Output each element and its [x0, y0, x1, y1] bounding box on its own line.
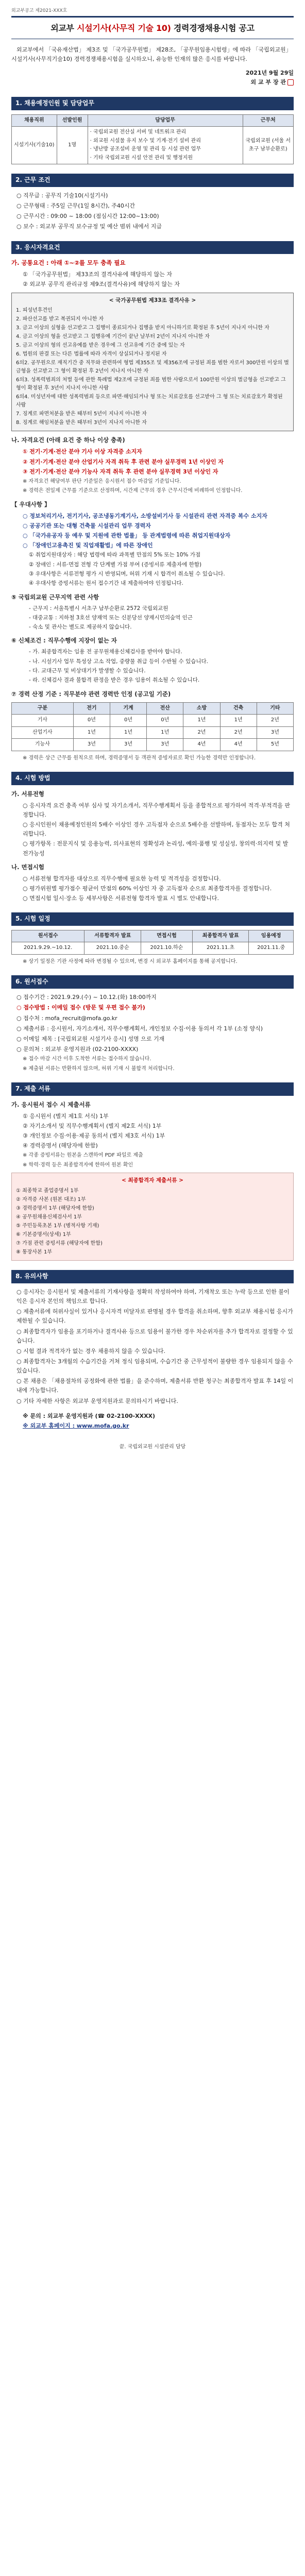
cell: 1년: [183, 715, 220, 727]
pref-item: ○ 「장애인고용촉진 및 직업재활법」에 따른 장애인: [23, 542, 153, 549]
fitness-item: - 다. 교대근무 및 비상대기가 발생할 수 있습니다.: [29, 668, 146, 674]
doc-note: ※ 각종 증빙서류는 원본을 스캔하여 PDF 파일로 제출: [23, 1153, 143, 1159]
career-col: 소방: [183, 702, 220, 715]
title-type: 경력경쟁채용시험 공고: [173, 23, 255, 33]
recruit-col: 선발인원: [57, 114, 88, 127]
duty-line: · 기타 국립외교원 시설 안전 관리 및 행정지원: [90, 155, 193, 161]
apply-note: ※ 접수 마감 시간 이후 도착한 서류는 접수하지 않습니다.: [23, 1056, 151, 1062]
apply-item: ○ 문의처 : 외교부 운영지원과 (02-2100-XXXX): [16, 1045, 139, 1053]
career-col: 구분: [12, 702, 74, 715]
document-footer: 끝. 국립외교원 시설관리 담당: [119, 1444, 186, 1450]
fitness-heading: ⑥ 신체조건 : 직무수행에 지장이 없는 자: [11, 637, 117, 645]
qual-note: ※ 자격요건 해당여부 판단 기준일은 응시원서 접수 마감일 기준입니다.: [23, 478, 181, 484]
table-row: [12, 942, 294, 955]
recruit-place: 국립외교원 (서울 서초구 남부순환로): [243, 127, 293, 164]
apply-item: ○ 접수방법 : 이메일 접수 (방문 및 우편 접수 불가): [16, 1004, 145, 1011]
caution-item: ○ 응시자는 응시원서 및 제출서류의 기재사항을 정확히 작성하여야 하며, 기재착오 또는 누락 등으로 인한 불이익은 응시자 본인의 책임으로 합니다.: [16, 1289, 290, 1305]
cell: 2년: [183, 726, 220, 739]
final-docs-box: [11, 1173, 294, 1261]
area-heading: ⑤ 국립외교원 근무지역 관련 사항: [11, 593, 99, 601]
schedule-table: [11, 930, 294, 955]
caution-item: ○ 제출서류에 허위사실이 있거나 응시자격 미달자로 판명될 경우 합격을 취소하며, 향후 외교부 채용시험 응시가 제한될 수 있습니다.: [16, 1308, 293, 1325]
qual-item: ③ 전기·기계·전산 분야 기능사 자격 취득 후 관련 분야 실무경력 3년 이상인 자: [23, 468, 218, 475]
area-item: - 근무지 : 서울특별시 서초구 남부순환로 2572 국립외교원: [29, 605, 168, 612]
career-table: [11, 702, 294, 751]
cell: 1년: [220, 715, 257, 727]
recruit-duties: [88, 127, 243, 164]
section-1-heading: 1. 채용예정인원 및 담당업무: [11, 97, 294, 110]
pref-note: ③ 우대사항은 서류전형 평가 시 반영되며, 허위 기재 시 합격이 취소될 수 있습니다.: [29, 570, 225, 577]
pref-heading: 【 우대사항 】: [11, 500, 50, 508]
box-line: 3. 금고 이상의 실형을 선고받고 그 집행이 종료되거나 집행을 받지 아니하기로 확정된 후 5년이 지나지 아니한 자: [16, 325, 269, 331]
section-3-heading: 3. 응시자격요건: [11, 241, 294, 255]
title-org: 외교부: [50, 23, 74, 33]
page-title: [11, 22, 294, 35]
section-2-heading: 2. 근무 조건: [11, 174, 294, 187]
exam-item: ○ 서류전형 합격자를 대상으로 직무수행에 필요한 능력 및 적격성을 검정합니다.: [23, 875, 221, 882]
recruit-table: [11, 114, 294, 165]
announce-date: 2021년 9월 29일: [245, 69, 294, 76]
condition-item: ○ 보수 : 외교부 공무직 보수규정 및 예산 범위 내에서 지급: [16, 223, 162, 230]
box-line: 6의4. 미성년자에 대한 성폭력범죄 등으로 파면·해임되거나 형 또는 치료감호를 선고받아 그 형 또는 치료감호가 확정된 사람: [16, 394, 283, 409]
pref-note: ② 장애인 : 서류·면접 전형 각 단계별 가점 부여 (증빙서류 제출자에 한함): [29, 561, 202, 568]
box-line: ② 자격증 사본 (원본 대조) 1부: [16, 1197, 86, 1203]
career-col: 기계: [110, 702, 146, 715]
req-item: ② 외교부 공무직 관리규정 제9조(결격사유)에 해당하지 않는 자: [23, 281, 180, 288]
schedule-note: ※ 상기 일정은 기관 사정에 따라 변경될 수 있으며, 변경 시 외교부 홈페이지를 통해 공지합니다.: [23, 958, 238, 964]
career-col: 건축: [220, 702, 257, 715]
exam-item: ○ 응시인원이 채용예정인원의 5배수 이상인 경우 고득점자 순으로 5배수를 선발하며, 동점자는 모두 합격 처리합니다.: [23, 821, 290, 838]
caution-item: ○ 최종합격자가 임용을 포기하거나 결격사유 등으로 임용이 불가한 경우 차순위자를 추가 합격자로 결정할 수 있습니다.: [16, 1328, 293, 1344]
title-box: [11, 16, 294, 39]
intro-text: 외교부에서 「국유재산법」 제3조 및 「국가공무원법」 제28조, 「공무원임용시험령」에 따라 「국립외교원」 시설기사(사무직기술10) 경력경쟁채용시험을 실시하오니, 유능한 인재의 많은 응시를 바랍니다.: [11, 46, 292, 63]
fitness-item: - 라. 신체검사 결과 불합격 판정을 받은 경우 임용이 취소될 수 있습니다.: [29, 677, 200, 684]
box-line: 5. 금고 이상의 형의 선고유예를 받은 경우에 그 선고유예 기간 중에 있는 자: [16, 343, 185, 349]
schedule-col: 임용예정: [249, 930, 294, 942]
fitness-item: - 나. 시설기사 업무 특성상 고소 작업, 중량물 취급 등이 수반될 수 있습니다.: [29, 658, 208, 665]
box-line: 6. 법원의 판결 또는 다른 법률에 따라 자격이 상실되거나 정지된 자: [16, 351, 167, 358]
career-table-heading: ⑦ 경력 산정 기준 : 직무분야 관련 경력만 인정 (공고일 기준): [11, 690, 171, 698]
caution-item: ○ 본 채용은 「채용절차의 공정화에 관한 법률」을 준수하며, 제출서류 반환 청구는 최종합격자 발표 후 14일 이내에 가능합니다.: [16, 1378, 294, 1394]
cell: 4년: [183, 739, 220, 751]
cell: 4년: [220, 739, 257, 751]
exam-item: ○ 면접시험 일시·장소 등 세부사항은 서류전형 합격자 발표 시 별도 안내합니다.: [23, 895, 219, 902]
section-5-heading: 5. 시험 일정: [11, 912, 294, 926]
exam-item: ○ 응시자격 요건 충족 여부 심사 및 자기소개서, 직무수행계획서 등을 종합적으로 평가하여 적격·부적격을 판정합니다.: [23, 802, 290, 819]
box-line: 1. 피성년후견인: [16, 308, 53, 314]
duty-line: · 외교원 시설물 유지 보수 및 기계·전기 설비 관리: [90, 138, 201, 144]
cell: 3년: [257, 726, 293, 739]
schedule-col: 서류합격자 발표: [84, 930, 141, 942]
doc-item: ② 자기소개서 및 직무수행계획서 (별지 제2호 서식) 1부: [23, 1123, 162, 1129]
s7-subhead: 가. 응시원서 접수 시 제출서류: [11, 1100, 91, 1108]
cell: 2021.10.중순: [84, 942, 141, 955]
seal-icon: [287, 79, 294, 86]
apply-item: ○ 제출서류 : 응시원서, 자기소개서, 직무수행계획서, 개인정보 수집·이용 동의서 각 1부 (소정 양식): [16, 1025, 263, 1032]
pref-item: ○ 정보처리기사, 전기기사, 공조냉동기계기사, 소방설비기사 등 시설관리 관련 자격증 복수 소지자: [23, 512, 267, 519]
pref-note: ④ 우대사항 증빙서류는 원서 접수기간 내 제출하여야 인정됩니다.: [29, 580, 183, 587]
cell: 기능사: [12, 739, 74, 751]
career-table-note: ※ 경력은 상근 근무를 원칙으로 하며, 경력증명서 등 객관적 증빙자료로 확인 가능한 경력만 인정합니다.: [23, 755, 256, 761]
schedule-col: 면접시험: [141, 930, 193, 942]
pref-note: ① 취업지원대상자 : 해당 법령에 따라 과목별 만점의 5% 또는 10% 가점: [29, 552, 201, 558]
section-7-heading: 7. 제출 서류: [11, 1082, 294, 1096]
cell: 5년: [257, 739, 293, 751]
section-6-heading: 6. 원서접수: [11, 975, 294, 989]
cell: 2021.10.하순: [141, 942, 193, 955]
duty-line: · 냉난방 공조설비 운영 및 관리 등 시설 관련 업무: [90, 146, 201, 152]
req-item: ① 「국가공무원법」 제33조의 결격사유에 해당하지 않는 자: [23, 271, 172, 278]
cell: 1년: [147, 726, 183, 739]
recruit-position: 시설기사(기술10): [12, 127, 57, 164]
cell: 기사: [12, 715, 74, 727]
condition-item: ○ 근무형태 : 주5일 근무(1일 8시간), 주40시간: [16, 202, 135, 210]
box-line: 2. 파산선고를 받고 복권되지 아니한 자: [16, 316, 104, 323]
box-line: ① 최종학교 졸업증명서 1부: [16, 1188, 79, 1194]
s4-a-heading: 가. 서류전형: [11, 790, 44, 798]
area-item: - 대중교통 : 지하철 3호선 양재역 또는 신분당선 양재시민의숲역 인근: [29, 614, 193, 621]
title-position: 시설기사(사무직 기술 10): [76, 23, 171, 33]
condition-item: ○ 근무시간 : 09:00 ~ 18:00 (점심시간 12:00~13:00): [16, 213, 159, 220]
s3-subhead: 가. 공통요건 : 아래 ①~②를 모두 충족 필요: [11, 259, 126, 267]
table-row: [12, 726, 294, 739]
box-line: ⑥ 기본증명서(상세) 1부: [16, 1232, 71, 1238]
pref-item: ○ 「국가유공자 등 예우 및 지원에 관한 법률」 등 관계법령에 따른 취업지원대상자: [23, 532, 231, 539]
exam-item: ○ 평가위원별 평가점수 평균이 만점의 60% 이상인 자 중 고득점자 순으로 최종합격자를 결정합니다.: [23, 885, 272, 892]
apply-note: ※ 제출된 서류는 반환하지 않으며, 허위 기재 시 불합격 처리합니다.: [23, 1065, 175, 1072]
schedule-col: 원서접수: [12, 930, 84, 942]
s3-subhead-2: 나. 자격요건 (아래 요건 중 하나 이상 충족): [11, 436, 125, 444]
career-col: 전산: [147, 702, 183, 715]
exam-item: ○ 평가항목 : 전문지식 및 응용능력, 의사표현의 정확성과 논리성, 예의·품행 및 성실성, 창의력·의지력 및 발전가능성: [23, 840, 289, 857]
doc-item: ① 응시원서 (별지 제1호 서식) 1부: [23, 1112, 109, 1120]
homepage-link[interactable]: ※ 외교부 홈페이지 : www.mofa.go.kr: [23, 1422, 129, 1429]
cell: 2년: [257, 715, 293, 727]
cell: 0년: [73, 715, 110, 727]
caution-item: ○ 최종합격자는 3개월의 수습기간을 거쳐 정식 임용되며, 수습기간 중 근무성적이 불량한 경우 임용되지 않을 수 있습니다.: [16, 1358, 293, 1375]
recruit-col: 근무처: [243, 114, 293, 127]
cell: 2021.9.29.~10.12.: [12, 942, 84, 955]
career-col: 기타: [257, 702, 293, 715]
box-line: 6의2. 공무원으로 재직기간 중 직무와 관련하여 형법 제355조 및 제356조에 규정된 죄를 범한 자로서 300만원 이상의 벌금형을 선고받고 그 형이 확정된 후 2년이 지나지 아니한 자: [16, 360, 289, 375]
apply-item: ○ 이메일 제목 : [국립외교원 시설기사 응시] 성명 으로 기재: [16, 1035, 165, 1042]
box-line: 6의3. 성폭력범죄의 처벌 등에 관한 특례법 제2조에 규정된 죄를 범한 사람으로서 100만원 이상의 벌금형을 선고받고 그 형이 확정된 후 3년이 지나지 아니한 사람: [16, 377, 286, 392]
qual-note: ※ 경력은 전일제 근무를 기준으로 산정하며, 시간제 근무의 경우 근무시간에 비례하여 인정합니다.: [23, 488, 243, 494]
disqualification-box: [11, 293, 294, 432]
career-col: 전기: [73, 702, 110, 715]
box-line: ⑤ 주민등록초본 1부 (병적사항 기재): [16, 1223, 99, 1229]
area-item: - 숙소 및 관사는 별도로 제공하지 않습니다.: [29, 624, 132, 631]
announce-org: 외 교 부 장 관: [11, 78, 294, 88]
section-8-heading: 8. 유의사항: [11, 1270, 294, 1283]
condition-item: ○ 직무급 : 공무직 기술10(시설기사): [16, 192, 108, 199]
qual-item: ① 전기·기계·전산 분야 기사 이상 자격증 소지자: [23, 448, 142, 455]
doc-note: ※ 학력·경력 등은 최종합격자에 한하여 원본 확인: [23, 1162, 133, 1168]
schedule-col: 최종합격자 발표: [192, 930, 249, 942]
recruit-count: 1명: [57, 127, 88, 164]
doc-item: ④ 경력증명서 (해당자에 한함): [23, 1142, 98, 1149]
date-org: [11, 69, 294, 88]
box-line: ③ 경력증명서 1부 (해당자에 한함): [16, 1206, 94, 1212]
caution-item: ○ 시험 결과 적격자가 없는 경우 채용하지 않을 수 있습니다.: [16, 1347, 165, 1354]
recruit-col: 담당업무: [88, 114, 243, 127]
cell: 2021.11.초: [192, 942, 249, 955]
s4-b-heading: 나. 면접시험: [11, 863, 44, 871]
doc-item: ③ 개인정보 수집·이용·제공 동의서 (별지 제3호 서식) 1부: [23, 1132, 165, 1140]
box-line: ⑧ 통장사본 1부: [16, 1249, 52, 1256]
cell: 1년: [110, 726, 146, 739]
cell: 3년: [73, 739, 110, 751]
contact-line: ※ 문의 : 외교부 운영지원과 (☎ 02-2100-XXXX): [23, 1412, 156, 1419]
qual-item: ② 전기·기계·전산 분야 산업기사 자격 취득 후 관련 분야 실무경력 1년 이상인 자: [23, 458, 224, 465]
cell: 3년: [110, 739, 146, 751]
cell: 0년: [147, 715, 183, 727]
box-line: ④ 공무원채용신체검사서 1부: [16, 1214, 82, 1221]
duty-line: · 국립외교원 전산실 서버 및 네트워크 관리: [90, 129, 187, 135]
section-4-heading: 4. 시험 방법: [11, 772, 294, 785]
final-docs-title: < 최종합격자 제출서류 >: [122, 1177, 183, 1184]
pref-item: ○ 공공기관 또는 대형 건축물 시설관리 업무 경력자: [23, 522, 151, 529]
box-line: 4. 금고 이상의 형을 선고받고 그 집행유예 기간이 끝난 날부터 2년이 지나지 아니한 자: [16, 334, 210, 340]
document-top-note: 외교부공고 제2021-XXX호: [11, 8, 67, 13]
recruit-col: 채용직위: [12, 114, 57, 127]
cell: 1년: [73, 726, 110, 739]
cell: 2년: [220, 726, 257, 739]
cell: 2021.11.중: [249, 942, 294, 955]
cell: 3년: [147, 739, 183, 751]
box-line: ⑦ 가점 관련 증빙서류 (해당자에 한함): [16, 1241, 103, 1247]
cell: 0년: [110, 715, 146, 727]
fitness-item: - 가. 최종합격자는 임용 전 공무원채용신체검사를 받아야 합니다.: [29, 649, 182, 655]
table-row: [12, 715, 294, 727]
apply-item: ○ 접수처 : mofa_recruit@mofa.go.kr: [16, 1014, 117, 1022]
apply-item: ○ 접수기간 : 2021.9.29.(수) ~ 10.12.(화) 18:00까지: [16, 994, 157, 1001]
caution-item: ○ 기타 자세한 사항은 외교부 운영지원과로 문의하시기 바랍니다.: [16, 1397, 178, 1404]
cell: 산업기사: [12, 726, 74, 739]
disqualification-title: < 국가공무원법 제33조 결격사유 >: [109, 297, 196, 303]
table-row: [12, 739, 294, 751]
box-line: 7. 징계로 파면처분을 받은 때부터 5년이 지나지 아니한 자: [16, 411, 147, 417]
box-line: 8. 징계로 해임처분을 받은 때부터 3년이 지나지 아니한 자: [16, 420, 147, 426]
